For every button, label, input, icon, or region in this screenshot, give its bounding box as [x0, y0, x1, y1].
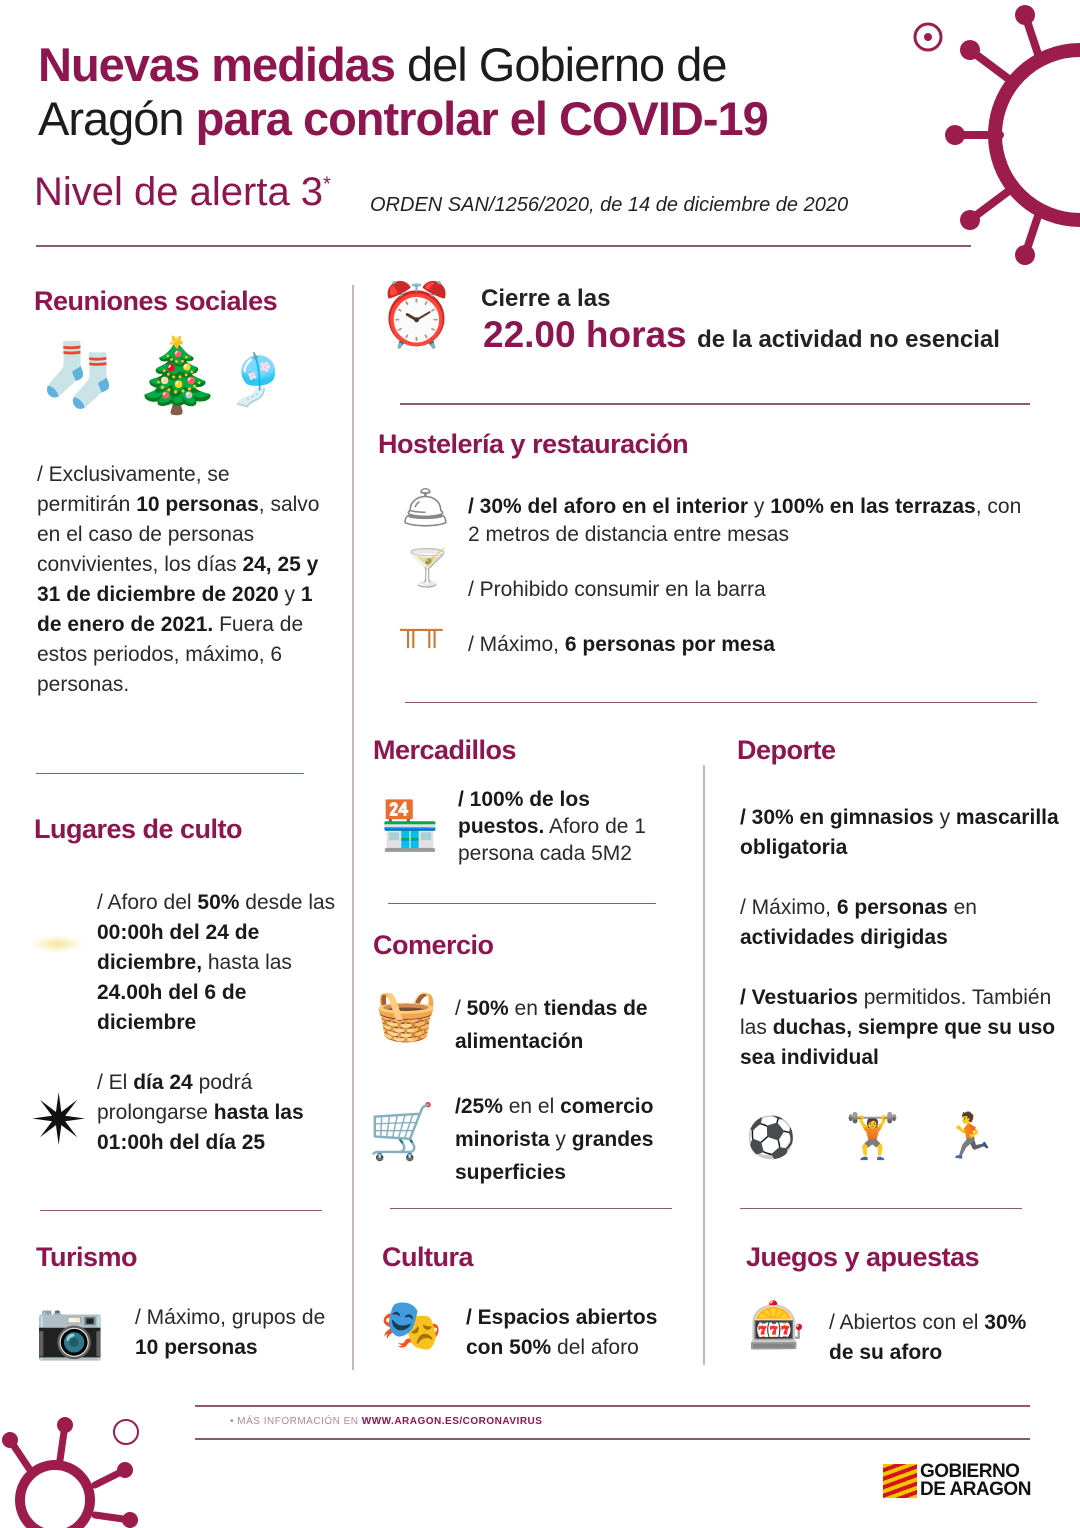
alert-level — [34, 170, 331, 215]
comercio-item-2 — [455, 1090, 695, 1189]
juegos-text — [829, 1308, 1029, 1368]
closing-time-value: 22.00 horas — [483, 314, 687, 355]
bold-text: 30% de su aforo — [829, 1311, 1027, 1364]
runner-icon: 🏃 — [942, 1112, 997, 1161]
bold-text: 1 de enero de 2021. — [37, 583, 313, 636]
deporte-item-1 — [740, 803, 1060, 863]
stocking-icon: 🧦 — [40, 341, 118, 410]
text: podrá prolongarse — [97, 1071, 253, 1124]
text: Aforo de 1 persona cada 5M2 — [458, 815, 646, 865]
bold-text: 100% en las terrazas — [770, 495, 976, 518]
divider — [40, 1210, 322, 1211]
alarm-clock-icon: ⏰ — [378, 281, 456, 350]
footer-divider-bottom — [195, 1438, 1030, 1440]
more-info: • MÁS INFORMACIÓN EN WWW.ARAGON.ES/CORONAVIRUS — [230, 1416, 543, 1427]
hosteleria-item-3 — [468, 630, 1038, 660]
heading-cultura: Cultura — [382, 1242, 473, 1272]
heading-mercadillos: Mercadillos — [373, 735, 517, 765]
text: y — [933, 806, 956, 829]
theater-masks-icon: 🎭 — [380, 1297, 443, 1353]
deporte-item-3 — [740, 983, 1060, 1073]
gobierno-aragon-logo — [883, 1463, 1031, 1499]
table-chairs-icon: ╥╥ — [400, 613, 443, 646]
virus-illustration-bottom-icon — [0, 1410, 150, 1528]
more-info-link[interactable]: WWW.ARAGON.ES/CORONAVIRUS — [361, 1416, 543, 1427]
divider — [405, 702, 1037, 703]
heading-deporte: Deporte — [737, 735, 836, 765]
heading-hosteleria: Hostelería y restauración — [378, 429, 689, 459]
divider — [390, 1208, 672, 1209]
reuniones-text — [37, 460, 322, 700]
bold-text: día 24 — [133, 1071, 193, 1094]
aragon-flag-icon — [883, 1464, 917, 1498]
text: / Máximo, grupos de — [135, 1306, 326, 1329]
text: / Prohibido consumir en la barra — [468, 578, 766, 601]
text: y — [748, 495, 771, 518]
small-virus-icon — [905, 14, 951, 60]
order-reference: ORDEN SAN/1256/2020, de 14 de diciembre de 2020 — [370, 194, 849, 216]
heading-turismo: Turismo — [36, 1242, 138, 1272]
cloche-icon: 🛎 — [400, 486, 451, 530]
asterisk: * — [323, 173, 331, 196]
bold-text: grandes superficies — [455, 1128, 654, 1184]
bold-text: / Vestuarios — [740, 986, 858, 1009]
mercadillos-text — [458, 786, 678, 867]
bold-text: Nuevas medidas — [38, 38, 395, 91]
camera-icon: 📷 — [35, 1298, 105, 1361]
bold-text: 6 personas — [836, 896, 948, 919]
text: / El — [97, 1071, 134, 1094]
food-basket-icon: 🧺 — [375, 987, 438, 1043]
page-title — [38, 38, 768, 146]
bold-text: comercio minorista — [455, 1095, 654, 1151]
bold-text: /25% — [455, 1095, 503, 1118]
text: y — [278, 583, 301, 606]
bold-text: hasta las 01:00h del día 25 — [97, 1101, 304, 1154]
bold-text: 10 personas — [135, 1336, 258, 1359]
heading-comercio: Comercio — [373, 930, 494, 960]
christmas-tree-icon: 🎄 — [132, 336, 222, 416]
title-line-2 — [38, 92, 768, 146]
text: , salvo en el caso de personas convivientes, los días — [37, 493, 320, 576]
heading-reuniones-sociales: Reuniones sociales — [34, 286, 278, 316]
poker-chips-icon: 🎰 — [748, 1299, 806, 1351]
market-stall-icon: 🏪 — [380, 800, 440, 853]
closing-line1: Cierre a las — [481, 285, 611, 312]
bold-text: 50% — [197, 891, 240, 914]
shopping-cart-icon: 🛒 — [368, 1102, 436, 1162]
bold-text: tiendas de alimentación — [455, 997, 648, 1053]
bold-text: duchas, siempre que su uso sea individual — [740, 1016, 1056, 1069]
text: / Exclusivamente, se permitirán — [37, 463, 230, 516]
column-divider-1 — [352, 285, 354, 1370]
weightlifting-icon: 🏋 — [845, 1112, 900, 1161]
cocktail-icon: 🍸 — [405, 547, 450, 588]
text: del Gobierno de — [394, 38, 727, 91]
virus-illustration-icon — [940, 0, 1080, 270]
candle-glow-icon — [30, 935, 85, 953]
bold-text: mascarilla obligatoria — [740, 806, 1059, 859]
turismo-text — [135, 1303, 335, 1363]
text: permitidos. También las — [740, 986, 1052, 1039]
bold-text: 50% — [466, 997, 509, 1020]
alert-level-text: Nivel de alerta 3 — [34, 170, 324, 214]
heading-lugares-de-culto: Lugares de culto — [34, 814, 243, 844]
bold-text: 24, 25 y 31 de diciembre de 2020 — [37, 553, 319, 606]
text: / Abiertos con el — [829, 1311, 985, 1334]
bold-text: 6 personas por mesa — [564, 633, 775, 656]
ornaments-icon: 🎐 — [225, 352, 288, 408]
text: / Aforo del — [97, 891, 198, 914]
text: en el — [502, 1095, 561, 1118]
divider — [388, 903, 656, 904]
divider — [740, 1208, 1022, 1209]
bold-text: / 30% en gimnasios — [740, 806, 934, 829]
text: del aforo — [551, 1336, 639, 1359]
bold-text: / 100% de los puestos. — [458, 788, 590, 838]
text: y — [549, 1128, 572, 1151]
culto-text-1 — [97, 888, 347, 1038]
text: en — [508, 997, 544, 1020]
title-line-1 — [38, 38, 768, 92]
bold-text: 24.00h del 6 de diciembre — [97, 981, 247, 1034]
text: / Máximo, — [740, 896, 837, 919]
text: / Máximo, — [468, 633, 565, 656]
closing-time — [483, 314, 1000, 356]
column-divider-2 — [703, 765, 705, 1365]
text: / — [455, 997, 467, 1020]
text: desde las — [239, 891, 336, 914]
more-info-label: MÁS INFORMACIÓN EN — [237, 1416, 362, 1427]
culto-text-2 — [97, 1068, 337, 1158]
text: , con 2 metros de distancia entre mesas — [468, 495, 1022, 546]
hosteleria-item-1 — [468, 493, 1038, 549]
bold-text: / Espacios abiertos con 50% — [466, 1306, 658, 1359]
divider — [36, 773, 304, 774]
closing-suffix: de la actividad no esencial — [697, 326, 1000, 353]
divider — [400, 403, 1030, 405]
deporte-item-2 — [740, 893, 1060, 953]
text: hasta las — [202, 951, 292, 974]
text: Fuera de estos periodos, máximo, 6 personas. — [37, 613, 304, 696]
header-divider — [36, 245, 971, 247]
bold-text: / 30% del aforo en el interior — [468, 495, 749, 518]
logo-line-2: DE ARAGON — [920, 1479, 1031, 1500]
bold-text: 00:00h del 24 de diciembre, — [97, 921, 260, 974]
bold-text: para controlar el COVID-19 — [195, 92, 768, 145]
comercio-item-1 — [455, 992, 695, 1058]
logo-line-1: GOBIERNO — [920, 1461, 1020, 1482]
text: en — [947, 896, 977, 919]
text: Aragón — [38, 92, 196, 145]
hosteleria-item-2 — [468, 575, 1038, 605]
bold-text: 10 personas — [136, 493, 259, 516]
bold-text: actividades dirigidas — [740, 926, 948, 949]
heading-juegos-apuestas: Juegos y apuestas — [746, 1242, 980, 1272]
cultura-text — [466, 1303, 696, 1363]
soccer-ball-icon: ⚽ — [746, 1116, 796, 1160]
footer-divider-top — [195, 1405, 1030, 1407]
star-sparkle-icon: ✴ — [30, 1081, 89, 1159]
